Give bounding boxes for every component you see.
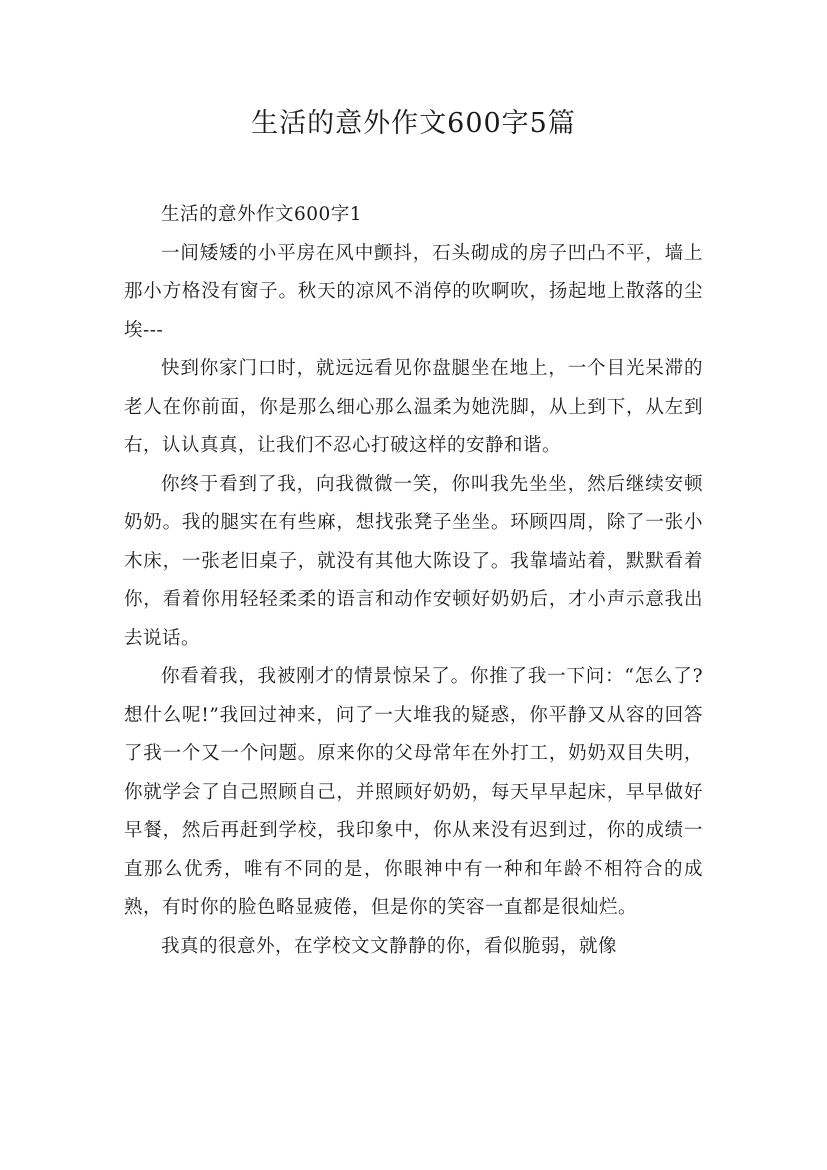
paragraph: 快到你家门口时，就远远看见你盘腿坐在地上，一个目光呆滞的老人在你前面，你是那么细心那么温柔为她洗脚，从上到下，从左到右，认认真真，让我们不忍心打破这样的安静和谐。: [124, 358, 703, 456]
paragraph: 你看着我，我被刚才的情景惊呆了。你推了我一下问：“怎么了?想什么呢!”我回过神来，问了一大堆我的疑惑，你平静又从容的回答了我一个又一个问题。原来你的父母常年在外打工，奶奶双目失明，你就学会了自己照顾自己，并照顾好奶奶，每天早早起床，早早做好早餐，然后再赶到学校，我印象中，你从来没有迟到过，你的成绩一直那么优秀，唯有不同的是，你眼神中有一种和年龄不相符合的成熟，有时你的脸色略显疲倦，但是你的笑容一直都是很灿烂。: [124, 666, 703, 918]
section-heading: 生活的意外作文600字1: [161, 204, 363, 225]
paragraph: 你终于看到了我，向我微微一笑，你叫我先坐坐，然后继续安顿奶奶。我的腿实在有些麻，想找张凳子坐坐。环顾四周，除了一张小木床，一张老旧桌子，就没有其他大陈设了。我靠墙站着，默默看着你，看着你用轻轻柔柔的语言和动作安顿好奶奶后，才小声示意我出去说话。: [124, 473, 703, 649]
document-title: 生活的意外作文600字5篇: [251, 108, 576, 139]
document-body: [124, 196, 703, 966]
paragraph: 我真的很意外，在学校文文静静的你，看似脆弱，就像: [161, 935, 618, 957]
paragraph: 一间矮矮的小平房在风中颤抖，石头砌成的房子凹凸不平，墙上那小方格没有窗子。秋天的凉风不消停的吹啊吹，扬起地上散落的尘埃---: [124, 242, 703, 341]
